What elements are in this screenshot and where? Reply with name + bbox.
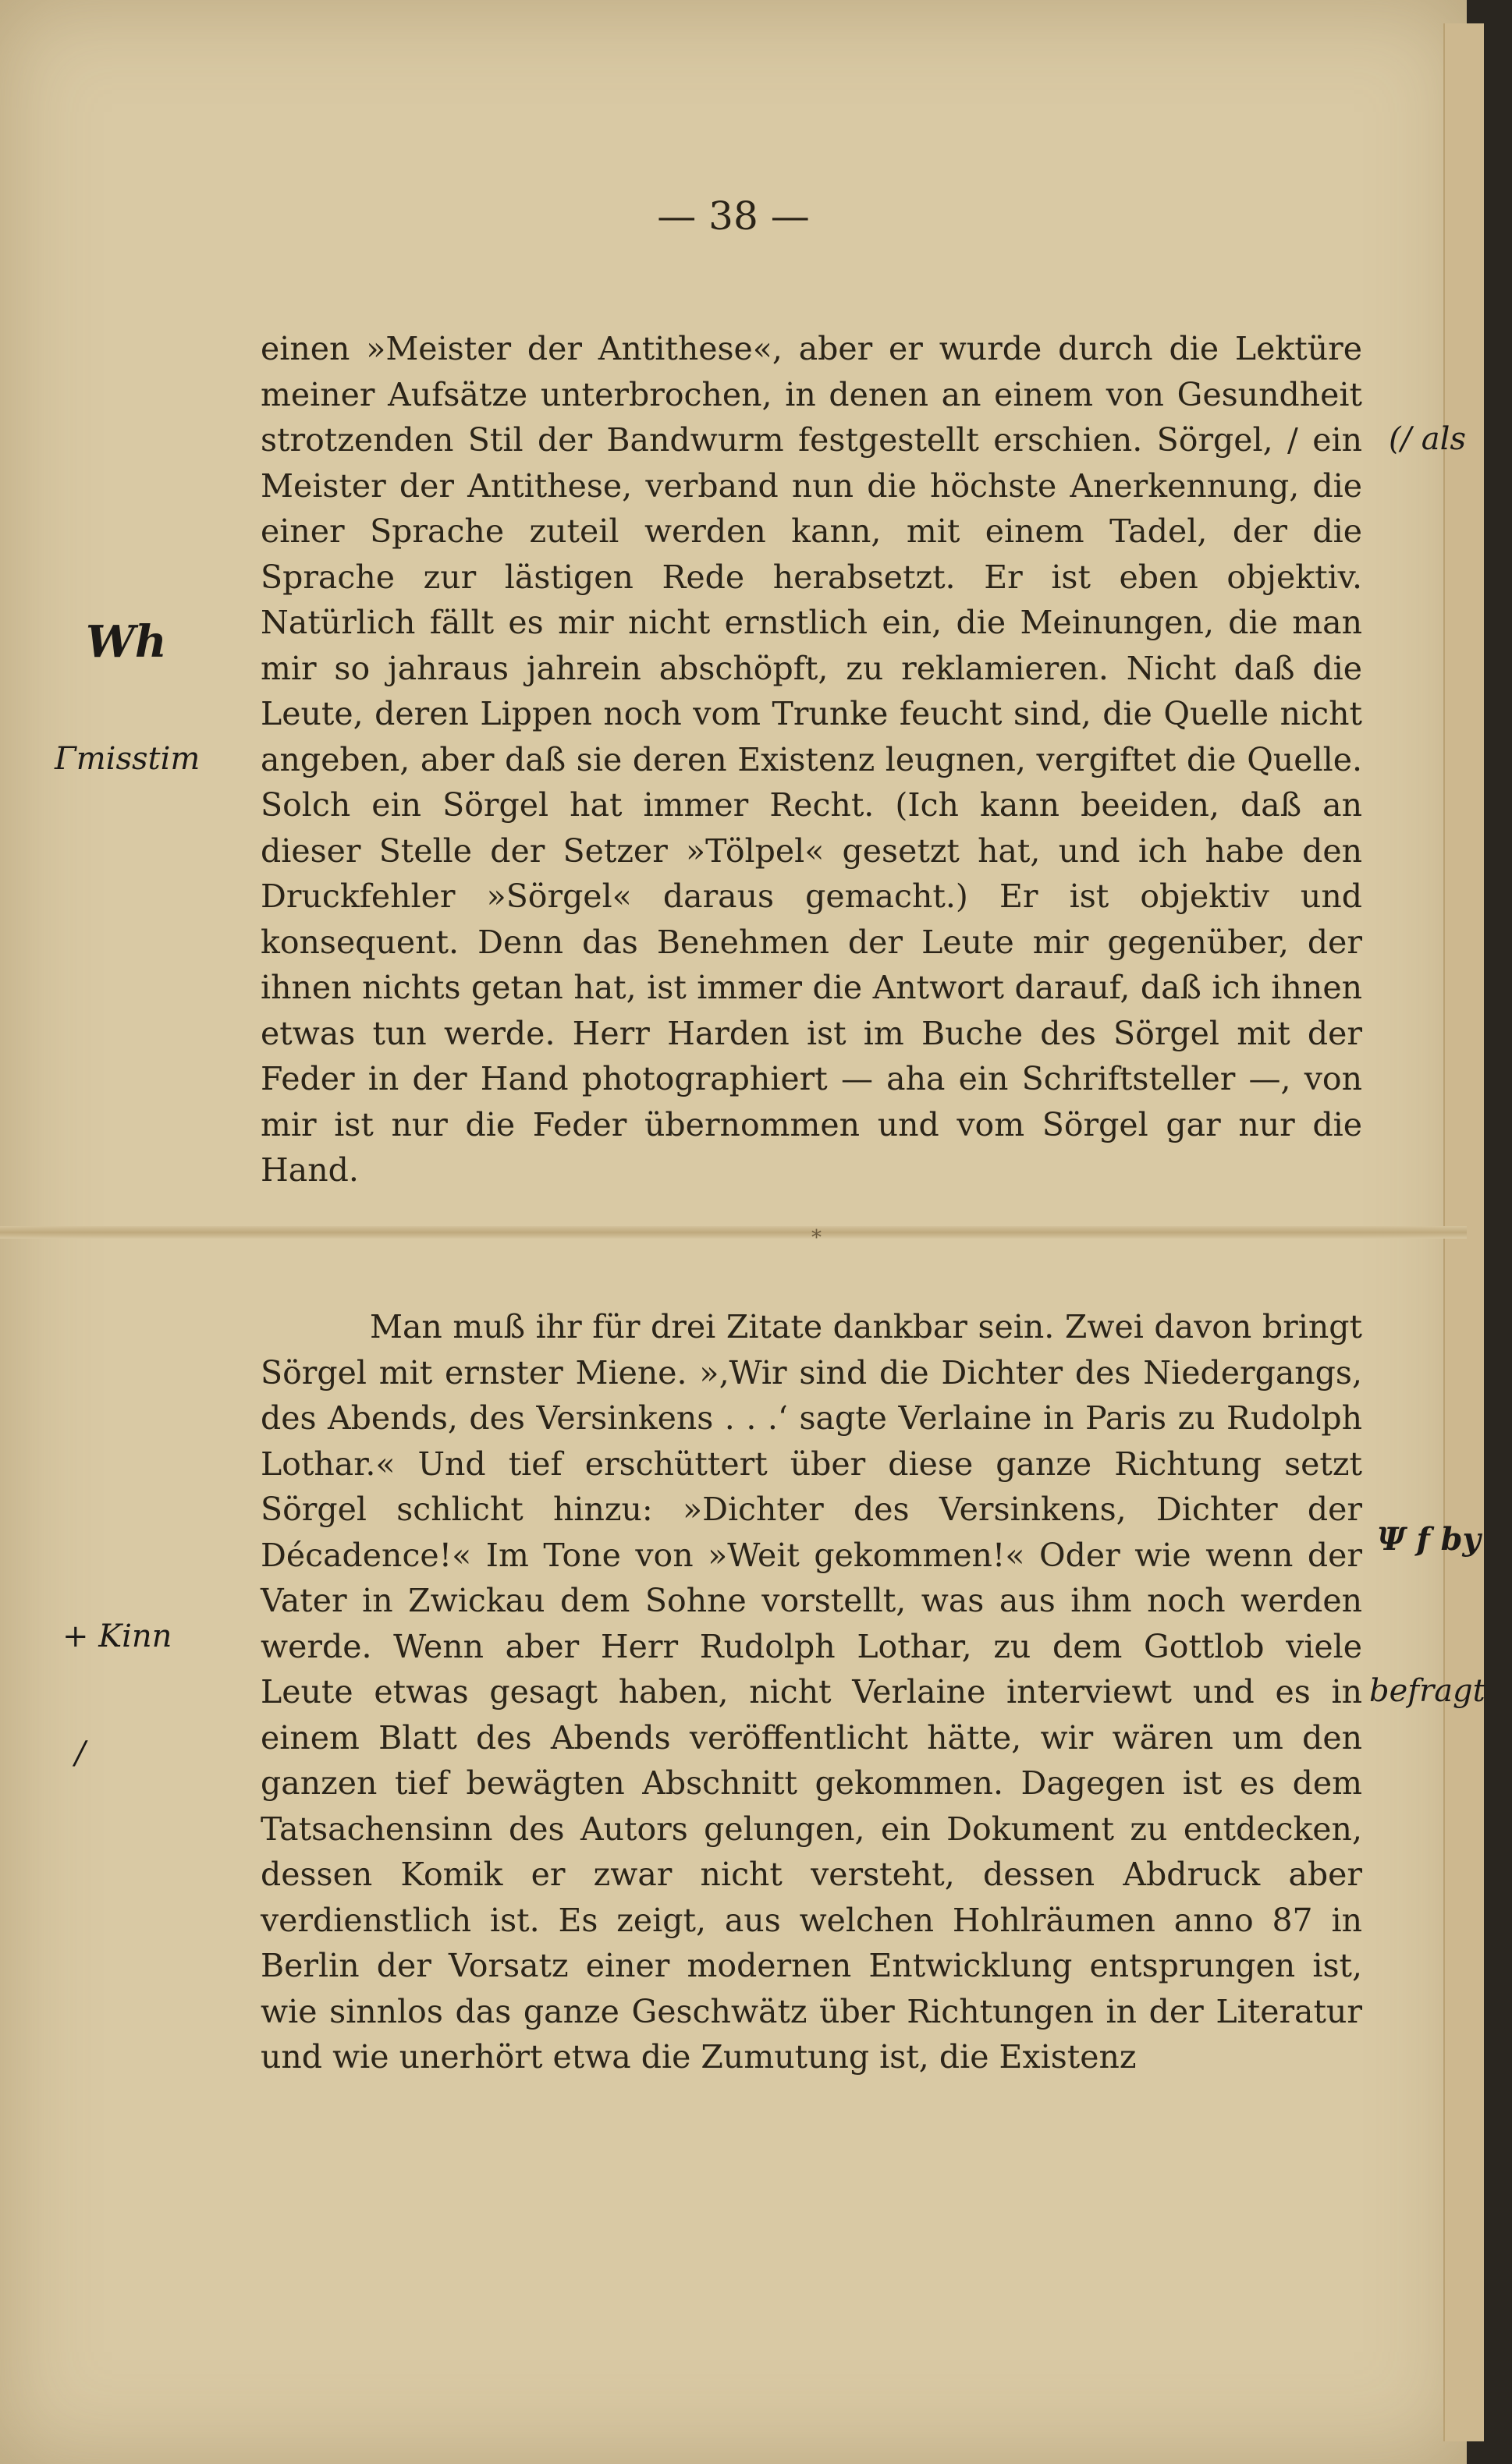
paragraph-2: Man muß ihr für drei Zitate dankbar sein. Zwei davon bringt Sörgel mit ernster Miene. »‚Wir sind die Dichter des Niedergangs, des Abends, des Versinkens . . .‘ sagte Verlaine in Paris zu Rudolph Lothar.« Und tief erschüttert über diese ganze Richtung setzt Sörgel schlicht hinzu: »Dichter des Versinkens, Dichter der Décadence!« Im Tone von »Weit gekommen!« Oder wie wenn der Vater in Zwickau dem Sohne vorstellt, was aus ihm noch werden werde. Wenn aber Herr Rudolph Lothar, zu dem Gottlob viele Leute etwas gesagt haben, nicht Verlaine interviewt und es in einem Blatt des Abends veröffentlicht hätte, wir wären um den ganzen tief bewägten Abschnitt gekommen. Dagegen ist es dem Tatsachensinn des Autors gelungen, ein Dokument zu entdecken, dessen Komik er zwar nicht versteht, dessen Abdruck aber verdienstlich ist. Es zeigt, aus welchen Hohlräumen anno 87 in Berlin der Vorsatz einer modernen Entwicklung entsprungen ist, wie sinnlos das ganze Geschwätz über Richtungen in der Literatur und wie unerhört etwa die Zumutung ist, die Existenz [261, 1308, 1362, 2076]
margin-note-left-1: Wh [86, 616, 167, 668]
margin-note-right-1: (/ als [1389, 421, 1466, 457]
paragraph-1: einen »Meister der Antithese«, aber er wurde durch die Lektüre meiner Aufsätze unterbrochen, in denen an einem von Gesundheit strotzenden Stil der Bandwurm festgestellt erschien. Sörgel, / ein Meister der Antithese, verband nun die höchste Anerkennung, die einer Sprache zuteil werden kann, mit einem Tadel, der die Sprache zur lästigen Rede herabsetzt. Er ist eben objektiv. Natürlich fällt es mir nicht ernstlich ein, die Meinungen, die man mir so jahraus jahrein abschöpft, zu reklamieren. Nicht daß die Leute, deren Lippen noch vom Trunke feucht sind, die Quelle nicht angeben, aber daß sie deren Existenz leugnen, vergiftet die Quelle. Solch ein Sörgel hat immer Recht. (Ich kann beeiden, daß an dieser Stelle der Setzer »Tölpel« gesetzt hat, und ich habe den Druckfehler »Sörgel« daraus gemacht.) Er ist objektiv und konsequent. Denn das Benehmen der Leute mir gegenüber, der ihnen nichts getan hat, ist immer die Antwort darauf, daß ich ihnen etwas tun werde. Herr Harden ist im Buche des Sörgel mit der Feder in der Hand photographiert — aha ein Schriftsteller —, von mir ist nur die Feder übernommen und vom Sörgel gar nur die Hand. [261, 330, 1362, 1189]
margin-note-left-2: Γmisstim [55, 741, 201, 777]
section-separator: * [811, 1226, 822, 1250]
margin-note-right-3: befragt [1369, 1673, 1485, 1709]
margin-note-right-2: Ψ f by [1377, 1521, 1481, 1558]
margin-note-left-3: + Kinn [62, 1618, 172, 1654]
margin-note-left-4: / [75, 1735, 86, 1771]
page-fold [0, 1226, 1467, 1239]
page-number: — 38 — [657, 193, 810, 239]
